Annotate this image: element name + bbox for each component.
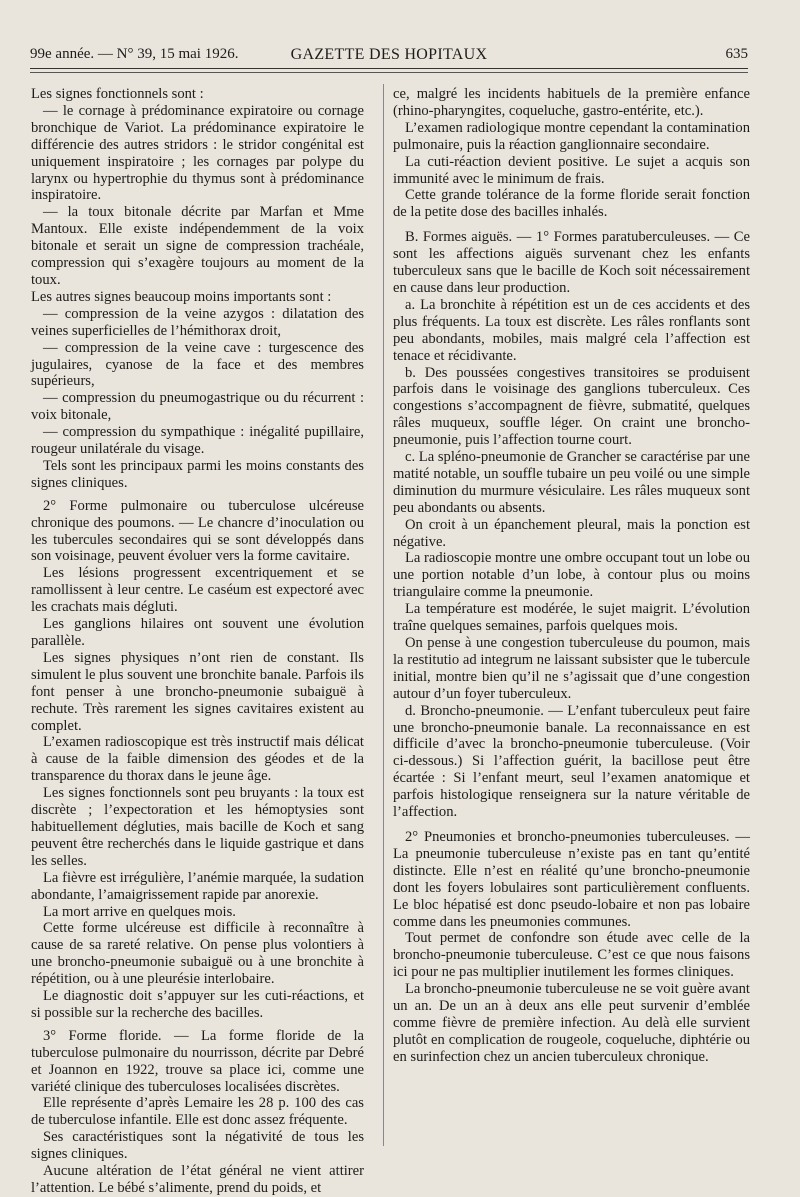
paragraph: On croit à un épanchement pleural, mais la ponction est négative. bbox=[393, 516, 750, 550]
paragraph: Les lésions progressent excentriquement et se ramollissent à leur centre. Le caséum est expectoré avec les crachats mais dégluti. bbox=[31, 565, 364, 616]
paragraph: Cette grande tolérance de la forme floride serait fonction de la petite dose des bacilles inhalés. bbox=[393, 187, 750, 221]
paragraph: — le cornage à prédominance expiratoire ou cornage bronchique de Variot. La prédominance expiratoire le différencie des autres stridors : le stridor congénital est uniquement inspiratoire ; les cornages par polype du larynx ou hypertrophie du thymus sont à prédominance inspiratoire. bbox=[31, 102, 364, 204]
paragraph: La fièvre est irrégulière, l’anémie marquée, la sudation abondante, l’amaigrissement rapide par anorexie. bbox=[31, 869, 364, 903]
paragraph: Elle représente d’après Lemaire les 28 p. 100 des cas de tuberculose infantile. Elle est donc assez fréquente. bbox=[31, 1095, 364, 1129]
paragraph: Tels sont les principaux parmi les moins constants des signes cliniques. bbox=[31, 457, 364, 491]
paragraph: Les signes fonctionnels sont : bbox=[31, 86, 204, 102]
paragraph: — compression de la veine azygos : dilatation des veines superficielles de l’hémithorax droit, bbox=[31, 305, 364, 339]
paragraph: La mort arrive en quelques mois. bbox=[43, 903, 236, 920]
paragraph: On pense à une congestion tuberculeuse du poumon, mais la restitutio ad integrum ne laissant subsister que le tubercule initial, montre bien qu’il ne s’agissait que d’une congestion autour d’un foyer tuberculeux. bbox=[393, 635, 750, 702]
journal-title: GAZETTE DES HOPITAUX bbox=[290, 46, 488, 63]
section-heading-paragraph: 3° Forme floride. — La forme floride de la tuberculose pulmonaire du nourrisson, décrite par Debré et Joannon en 1922, trouve sa place ici, comme une variété clinique des tuberculoses localisées discrètes. bbox=[31, 1027, 364, 1095]
paragraph: a. La bronchite à répétition est un de ces accidents et des plus fréquents. La toux est discrète. Les râles ronflants sont peu abondants, mobiles, mais malgré cela l’affection est tenace et récidivante. bbox=[393, 296, 750, 364]
paragraph: c. La spléno-pneumonie de Grancher se caractérise par une matité notable, un souffle tubaire un peu voilé ou une simple diminution du murmure vésiculaire. Les râles muqueux sont peu abondants ou absents. bbox=[393, 449, 750, 516]
paragraph: Ses caractéristiques sont la négativité de tous les signes cliniques. bbox=[31, 1129, 364, 1163]
section-heading-paragraph: 2° Forme pulmonaire ou tuberculose ulcéreuse chronique des poumons. — Le chancre d’inoculation ou les tubercules secondaires qui se sont développés dans son voisinage, peuvent évoluer vers la forme cavitaire. bbox=[31, 497, 364, 565]
paragraph: La broncho-pneumonie tuberculeuse ne se voit guère avant un an. De un an à deux ans elle peut survenir d’emblée comme fièvre de première infection. Au delà elle survient plutôt en complication de rougeole, coqueluche, diphtérie ou en surinfection chez un ancien tuberculeux chronique. bbox=[393, 981, 750, 1065]
paragraph: Les autres signes beaucoup moins importants sont : bbox=[31, 288, 332, 305]
paragraph: Les signes physiques n’ont rien de constant. Ils simulent le plus souvent une bronchite banale. Parfois ils font penser à une broncho-pneumonie subaiguë à rechute. Très rarement les signes cavitaires existent au complet. bbox=[31, 649, 364, 734]
header-rule-top bbox=[30, 68, 748, 69]
paragraph: La température est modérée, le sujet maigrit. L’évolution traîne quelques semaines, parfois quelques mois. bbox=[393, 601, 750, 635]
paragraph: — la toux bitonale décrite par Marfan et Mme Mantoux. Elle existe indépendemment de la voix bitonale et serait un signe de compression trachéale, compression qui s’exagère toujours au moment de la toux. bbox=[31, 204, 364, 288]
paragraph: ce, malgré les incidents habituels de la première enfance (rhino-pharyngites, coqueluche, gastro-entérite, etc.). bbox=[393, 86, 750, 119]
paragraph: — compression du pneumogastrique ou du récurrent : voix bitonale, bbox=[31, 390, 364, 424]
section-heading-paragraph: B. Formes aiguës. — 1° Formes paratuberculeuses. — Ce sont les affections aiguës survenant chez les enfants tuberculeux sans que le bacille de Koch soit nécessairement en cause dans leur production. bbox=[393, 229, 750, 296]
paragraph: Les signes fonctionnels sont peu bruyants : la toux est discrète ; l’expectoration et les hémoptysies sont habituellement dégluties, mais bacille de Koch et sang peuvent être recherchés dans le liquide gastrique et dans les selles. bbox=[31, 785, 364, 869]
page-number: 635 bbox=[725, 46, 748, 62]
paragraph: d. Broncho-pneumonie. — L’enfant tuberculeux peut faire une broncho-pneumonie banale. La reconnaissance en est difficile d’avec la broncho-pneumonie tuberculeuse. (Voir ci-dessous.) Si l’affection guérit, la bacillose peut être écartée : Si l’enfant meurt, seul l’examen anatomique et parfois histologique renseignera sur la nature véritable de l’affection. bbox=[393, 702, 750, 821]
paragraph: L’examen radioscopique est très instructif mais délicat à cause de la faible dimension des géodes et de la transparence du thorax dans le jeune âge. bbox=[31, 734, 364, 785]
paragraph: — compression du sympathique : inégalité pupillaire, rougeur unilatérale du visage. bbox=[31, 424, 364, 458]
issue-info: 99e année. — N° 39, 15 mai 1926. bbox=[30, 46, 239, 62]
paragraph: Tout permet de confondre son étude avec celle de la broncho-pneumonie tuberculeuse. C’est ce que nous faisons ici pour ne pas multiplier inutilement les formes cliniques. bbox=[393, 930, 750, 981]
paragraph: Cette forme ulcéreuse est difficile à reconnaître à cause de sa rareté relative. On pense plus volontiers à une broncho-pneumonie subaiguë ou à une bronchite à répétition, ou à une pleurésie interlobaire. bbox=[31, 920, 364, 988]
section-heading-paragraph: 2° Pneumonies et broncho-pneumonies tuberculeuses. — La pneumonie tuberculeuse n’existe pas en tant qu’entité distincte. Elle n’est en réalité qu’une broncho-pneumonie dont les foyers lobulaires sont particulièrement confluents. Le bloc hépatisé est donc pseudo-lobaire et non pas lobaire comme dans les pneumonies communes. bbox=[393, 828, 750, 930]
header-rule-bottom bbox=[30, 72, 748, 73]
paragraph: La radioscopie montre une ombre occupant tout un lobe ou une portion notable d’un lobe, à contour plus ou moins triangulaire comme la pneumonie. bbox=[393, 550, 750, 601]
paragraph: La cuti-réaction devient positive. Le sujet a acquis son immunité avec le minimum de frais. bbox=[393, 153, 750, 187]
running-header bbox=[30, 44, 748, 66]
paragraph: b. Des poussées congestives transitoires se produisent parfois dans le voisinage des ganglions tuberculeux. Ces congestions s’accompagnent de fièvre, submatité, quelques râles muqueux, souffle léger. On craint une broncho-pneumonie, puis l’affection tourne court. bbox=[393, 364, 750, 449]
left-column bbox=[31, 86, 364, 1197]
paragraph: Le diagnostic doit s’appuyer sur les cuti-réactions, et si possible sur la recherche des bacilles. bbox=[31, 988, 364, 1021]
paragraph: — compression de la veine cave : turgescence des jugulaires, cyanose de la face et des membres supérieurs, bbox=[31, 339, 364, 390]
paragraph: L’examen radiologique montre cependant la contamination pulmonaire, puis la réaction ganglionnaire secondaire. bbox=[393, 119, 750, 153]
paragraph: Aucune altération de l’état général ne vient attirer l’attention. Le bébé s’alimente, prend du poids, et bbox=[31, 1163, 364, 1196]
column-divider bbox=[383, 84, 384, 1146]
paragraph: Les ganglions hilaires ont souvent une évolution parallèle. bbox=[31, 616, 364, 649]
right-column bbox=[393, 86, 750, 1066]
